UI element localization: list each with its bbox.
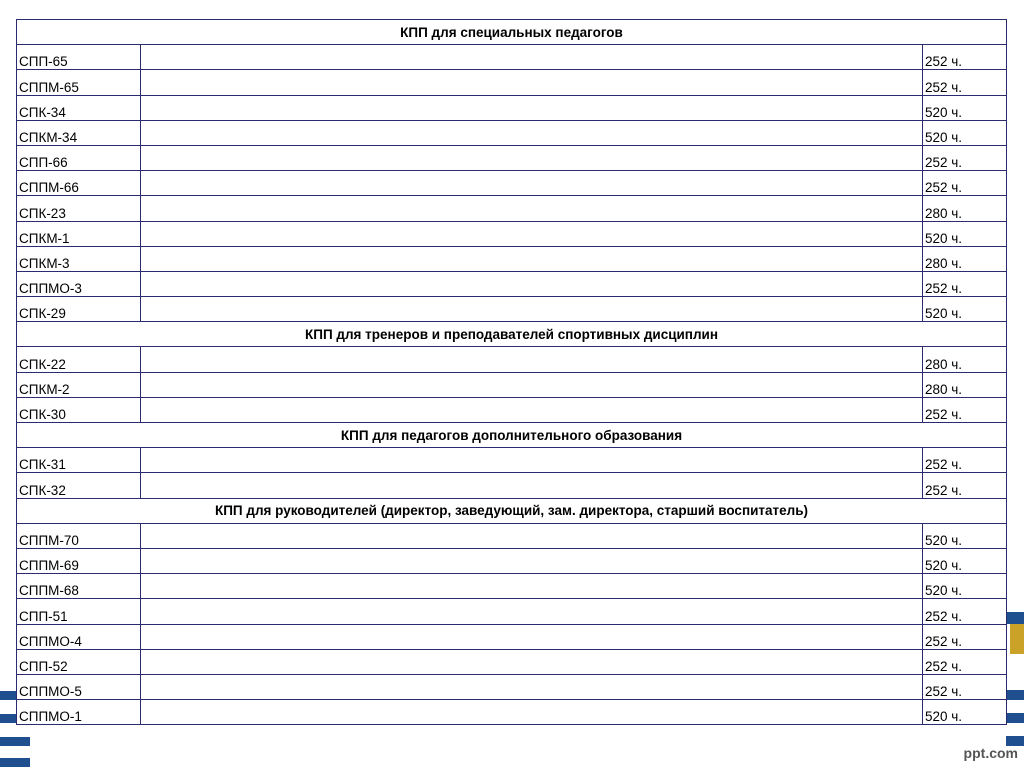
empty-cell bbox=[141, 523, 923, 548]
program-hours: 252 ч. bbox=[923, 70, 1007, 95]
empty-cell bbox=[141, 297, 923, 322]
program-hours: 252 ч. bbox=[923, 171, 1007, 196]
program-code: СПК-31 bbox=[17, 448, 141, 473]
program-code: СПК-22 bbox=[17, 347, 141, 372]
program-hours: 520 ч. bbox=[923, 548, 1007, 573]
table-row bbox=[17, 271, 1007, 296]
table-row bbox=[17, 523, 1007, 548]
program-hours: 280 ч. bbox=[923, 347, 1007, 372]
table-row bbox=[17, 145, 1007, 170]
program-code: СППМ-69 bbox=[17, 548, 141, 573]
table-row bbox=[17, 70, 1007, 95]
table-row bbox=[17, 700, 1007, 725]
program-hours: 252 ч. bbox=[923, 397, 1007, 422]
table-row bbox=[17, 599, 1007, 624]
empty-cell bbox=[141, 372, 923, 397]
program-hours: 520 ч. bbox=[923, 700, 1007, 725]
program-code: СППМО-1 bbox=[17, 700, 141, 725]
decor-stripe bbox=[1006, 690, 1024, 700]
program-hours: 520 ч. bbox=[923, 523, 1007, 548]
table-row bbox=[17, 297, 1007, 322]
program-code: СПК-23 bbox=[17, 196, 141, 221]
empty-cell bbox=[141, 548, 923, 573]
program-code: СПК-34 bbox=[17, 95, 141, 120]
section-title: КПП для педагогов дополнительного образования bbox=[17, 423, 1007, 448]
program-hours: 280 ч. bbox=[923, 246, 1007, 271]
program-code: СППМ-65 bbox=[17, 70, 141, 95]
empty-cell bbox=[141, 347, 923, 372]
program-code: СПК-32 bbox=[17, 473, 141, 498]
program-code: СПП-52 bbox=[17, 649, 141, 674]
table-row bbox=[17, 674, 1007, 699]
empty-cell bbox=[141, 599, 923, 624]
program-hours: 280 ч. bbox=[923, 372, 1007, 397]
section-title: КПП для тренеров и преподавателей спортивных дисциплин bbox=[17, 322, 1007, 347]
table-row bbox=[17, 120, 1007, 145]
programs-table bbox=[16, 19, 1007, 725]
table-body bbox=[17, 20, 1007, 725]
empty-cell bbox=[141, 473, 923, 498]
program-code: СПП-65 bbox=[17, 45, 141, 70]
empty-cell bbox=[141, 574, 923, 599]
table-row bbox=[17, 196, 1007, 221]
empty-cell bbox=[141, 120, 923, 145]
empty-cell bbox=[141, 674, 923, 699]
program-hours: 252 ч. bbox=[923, 271, 1007, 296]
table-row bbox=[17, 246, 1007, 271]
program-code: СППМ-66 bbox=[17, 171, 141, 196]
table-row bbox=[17, 221, 1007, 246]
empty-cell bbox=[141, 145, 923, 170]
table-row bbox=[17, 397, 1007, 422]
program-code: СПП-66 bbox=[17, 145, 141, 170]
program-code: СПКМ-1 bbox=[17, 221, 141, 246]
program-code: СПК-29 bbox=[17, 297, 141, 322]
program-code: СППМО-4 bbox=[17, 624, 141, 649]
program-code: СППМО-5 bbox=[17, 674, 141, 699]
decor-block bbox=[1010, 624, 1024, 654]
section-header-row bbox=[17, 20, 1007, 45]
empty-cell bbox=[141, 448, 923, 473]
table-row bbox=[17, 45, 1007, 70]
program-hours: 252 ч. bbox=[923, 473, 1007, 498]
program-hours: 252 ч. bbox=[923, 45, 1007, 70]
program-code: СПП-51 bbox=[17, 599, 141, 624]
program-hours: 280 ч. bbox=[923, 196, 1007, 221]
section-title: КПП для руководителей (директор, заведующий, зам. директора, старший воспитатель) bbox=[17, 498, 1007, 523]
decor-stripe bbox=[0, 758, 30, 767]
program-hours: 520 ч. bbox=[923, 221, 1007, 246]
program-code: СППМ-70 bbox=[17, 523, 141, 548]
program-hours: 252 ч. bbox=[923, 599, 1007, 624]
program-code: СППМО-3 bbox=[17, 271, 141, 296]
section-header-row bbox=[17, 498, 1007, 523]
watermark: ppt.com bbox=[963, 745, 1018, 761]
empty-cell bbox=[141, 95, 923, 120]
program-hours: 520 ч. bbox=[923, 297, 1007, 322]
decor-stripe bbox=[1006, 713, 1024, 723]
empty-cell bbox=[141, 397, 923, 422]
program-hours: 252 ч. bbox=[923, 145, 1007, 170]
table-row bbox=[17, 448, 1007, 473]
empty-cell bbox=[141, 700, 923, 725]
program-code: СПКМ-34 bbox=[17, 120, 141, 145]
table-row bbox=[17, 171, 1007, 196]
empty-cell bbox=[141, 171, 923, 196]
table-row bbox=[17, 649, 1007, 674]
program-hours: 252 ч. bbox=[923, 649, 1007, 674]
program-code: СППМ-68 bbox=[17, 574, 141, 599]
program-code: СПКМ-3 bbox=[17, 246, 141, 271]
decor-stripe bbox=[0, 737, 30, 746]
empty-cell bbox=[141, 624, 923, 649]
empty-cell bbox=[141, 196, 923, 221]
table-row bbox=[17, 548, 1007, 573]
table-row bbox=[17, 372, 1007, 397]
table-row bbox=[17, 347, 1007, 372]
section-header-row bbox=[17, 322, 1007, 347]
program-hours: 252 ч. bbox=[923, 674, 1007, 699]
empty-cell bbox=[141, 221, 923, 246]
section-header-row bbox=[17, 423, 1007, 448]
program-hours: 252 ч. bbox=[923, 448, 1007, 473]
table-row bbox=[17, 473, 1007, 498]
program-hours: 520 ч. bbox=[923, 574, 1007, 599]
program-hours: 252 ч. bbox=[923, 624, 1007, 649]
decor-stripe bbox=[1006, 612, 1024, 624]
program-code: СПКМ-2 bbox=[17, 372, 141, 397]
program-code: СПК-30 bbox=[17, 397, 141, 422]
table-row bbox=[17, 574, 1007, 599]
empty-cell bbox=[141, 649, 923, 674]
empty-cell bbox=[141, 271, 923, 296]
empty-cell bbox=[141, 45, 923, 70]
program-hours: 520 ч. bbox=[923, 120, 1007, 145]
empty-cell bbox=[141, 70, 923, 95]
program-hours: 520 ч. bbox=[923, 95, 1007, 120]
table-row bbox=[17, 95, 1007, 120]
table-row bbox=[17, 624, 1007, 649]
section-title: КПП для специальных педагогов bbox=[17, 20, 1007, 45]
empty-cell bbox=[141, 246, 923, 271]
